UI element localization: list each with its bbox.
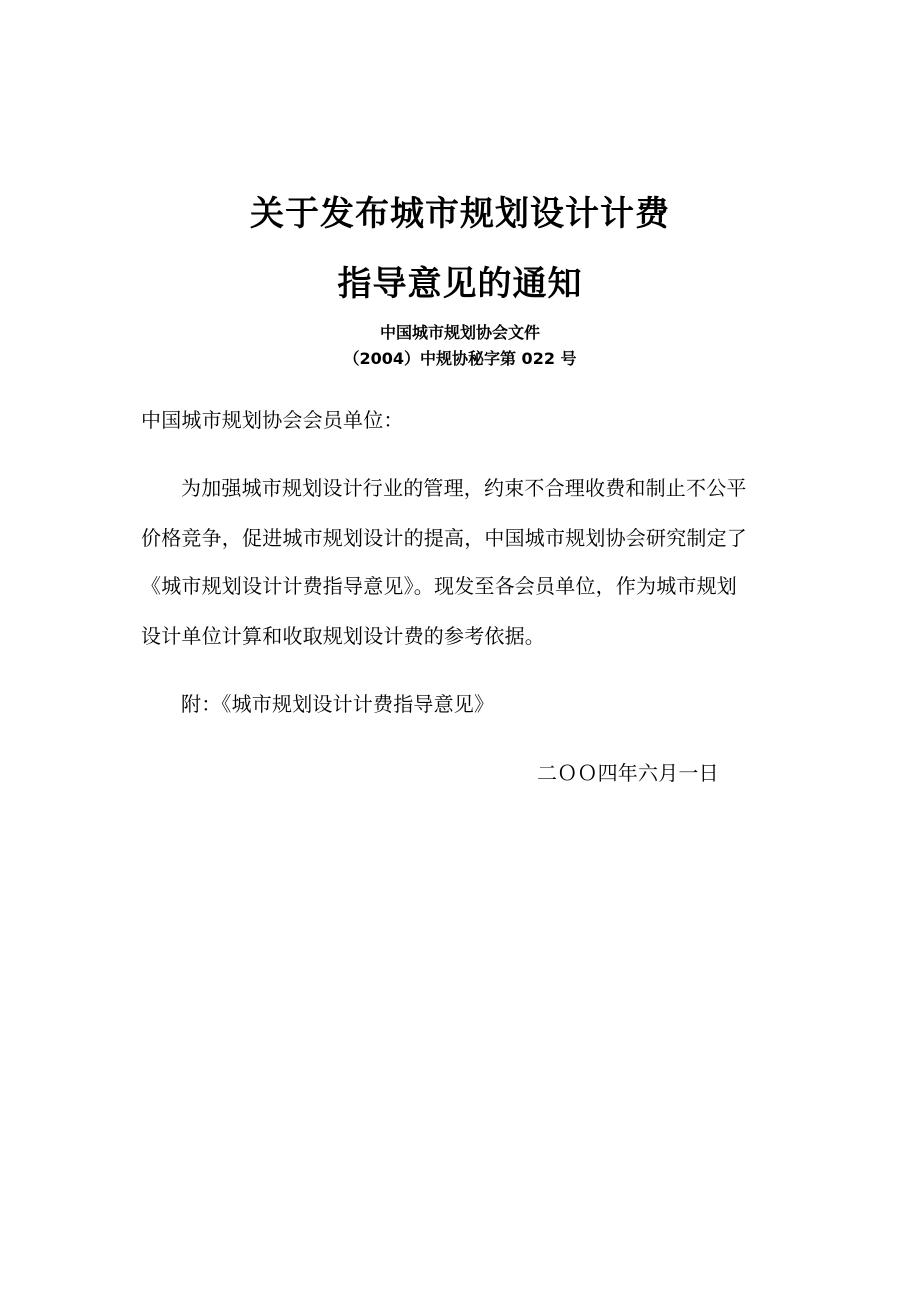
body-line-2: 价格竞争，促进城市规划设计的提高，中国城市规划协会研究制定了 <box>141 526 747 550</box>
document-number: （2004）中规协秘字第 022 号 <box>343 349 577 368</box>
title-line-2: 指导意见的通知 <box>337 264 583 304</box>
date-line: 二ＯＯ四年六月一日 <box>537 761 719 785</box>
salutation: 中国城市规划协会会员单位： <box>141 408 404 432</box>
issuer-line: 中国城市规划协会文件 <box>379 323 540 342</box>
title-line-1: 关于发布城市规划设计计费 <box>250 194 670 234</box>
attachment-line: 附：《城市规划设计计费指导意见》 <box>181 692 495 716</box>
body-line-1: 为加强城市规划设计行业的管理，约束不合理收费和制止不公平 <box>181 476 747 500</box>
body-line-3: 《城市规划设计计费指导意见》。现发至各会员单位，作为城市规划 <box>141 574 737 598</box>
body-line-4: 设计单位计算和收取规划设计费的参考依据。 <box>141 624 545 648</box>
